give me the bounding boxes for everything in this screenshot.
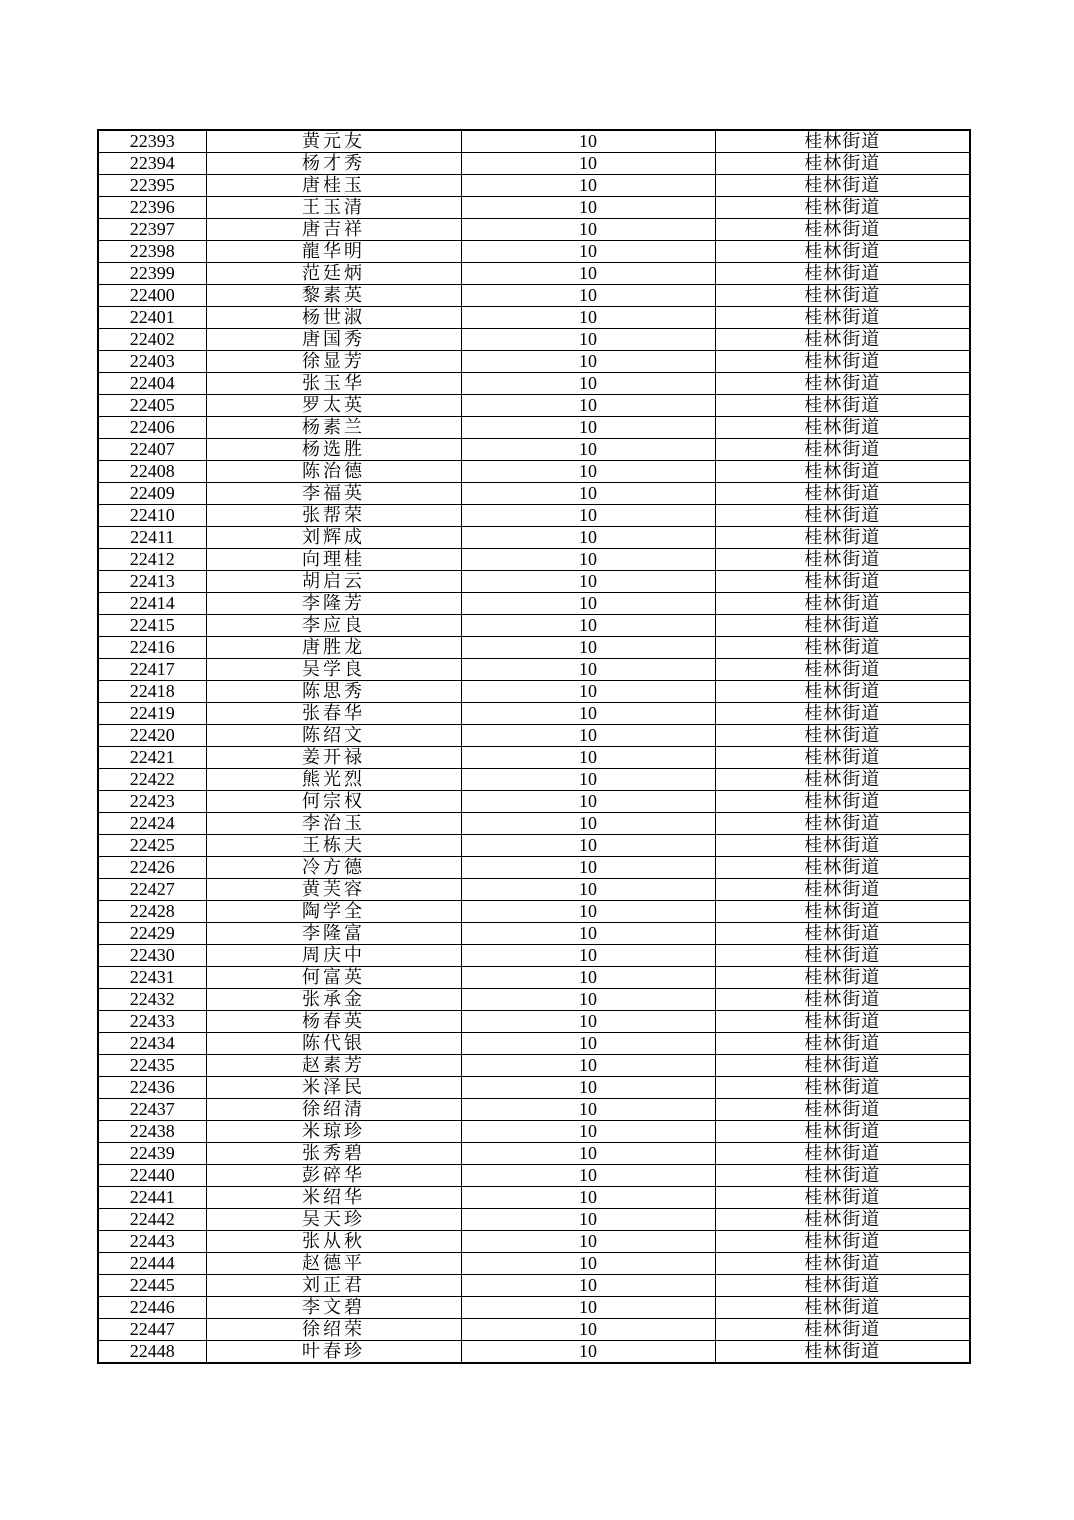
name-cell: 龍华明 — [206, 241, 461, 263]
row-id-cell: 22410 — [98, 505, 206, 527]
amount-cell: 10 — [461, 813, 715, 835]
amount-cell: 10 — [461, 923, 715, 945]
area-cell: 桂林街道 — [715, 263, 970, 285]
name-cell: 陶学全 — [206, 901, 461, 923]
name-cell: 胡启云 — [206, 571, 461, 593]
row-id-cell: 22447 — [98, 1319, 206, 1341]
amount-cell: 10 — [461, 747, 715, 769]
table-row — [98, 130, 970, 153]
row-id-cell: 22423 — [98, 791, 206, 813]
area-cell: 桂林街道 — [715, 769, 970, 791]
table-row — [98, 989, 970, 1011]
name-cell: 赵素芳 — [206, 1055, 461, 1077]
amount-cell: 10 — [461, 1187, 715, 1209]
row-id-cell: 22407 — [98, 439, 206, 461]
table-row — [98, 373, 970, 395]
table-row — [98, 1143, 970, 1165]
row-id-cell: 22398 — [98, 241, 206, 263]
table-row — [98, 923, 970, 945]
amount-cell: 10 — [461, 197, 715, 219]
row-id-cell: 22401 — [98, 307, 206, 329]
name-cell: 黄芙容 — [206, 879, 461, 901]
table-row — [98, 1319, 970, 1341]
amount-cell: 10 — [461, 219, 715, 241]
name-cell: 徐显芳 — [206, 351, 461, 373]
table-row — [98, 1033, 970, 1055]
area-cell: 桂林街道 — [715, 989, 970, 1011]
name-cell: 陈代银 — [206, 1033, 461, 1055]
amount-cell: 10 — [461, 593, 715, 615]
area-cell: 桂林街道 — [715, 945, 970, 967]
amount-cell: 10 — [461, 1121, 715, 1143]
table-row — [98, 1341, 970, 1364]
name-cell: 吴学良 — [206, 659, 461, 681]
table-row — [98, 307, 970, 329]
row-id-cell: 22439 — [98, 1143, 206, 1165]
name-cell: 杨春英 — [206, 1011, 461, 1033]
name-cell: 张春华 — [206, 703, 461, 725]
table-row — [98, 395, 970, 417]
area-cell: 桂林街道 — [715, 505, 970, 527]
amount-cell: 10 — [461, 351, 715, 373]
amount-cell: 10 — [461, 703, 715, 725]
table-body — [98, 130, 970, 1363]
table-row — [98, 461, 970, 483]
amount-cell: 10 — [461, 1319, 715, 1341]
area-cell: 桂林街道 — [715, 285, 970, 307]
row-id-cell: 22411 — [98, 527, 206, 549]
table-row — [98, 263, 970, 285]
area-cell: 桂林街道 — [715, 1297, 970, 1319]
table-row — [98, 1165, 970, 1187]
area-cell: 桂林街道 — [715, 747, 970, 769]
row-id-cell: 22428 — [98, 901, 206, 923]
row-id-cell: 22437 — [98, 1099, 206, 1121]
amount-cell: 10 — [461, 1341, 715, 1364]
name-cell: 陈绍文 — [206, 725, 461, 747]
name-cell: 杨才秀 — [206, 153, 461, 175]
name-cell: 黄元友 — [206, 130, 461, 153]
amount-cell: 10 — [461, 681, 715, 703]
amount-cell: 10 — [461, 130, 715, 153]
area-cell: 桂林街道 — [715, 461, 970, 483]
area-cell: 桂林街道 — [715, 1231, 970, 1253]
amount-cell: 10 — [461, 505, 715, 527]
amount-cell: 10 — [461, 1143, 715, 1165]
name-cell: 王玉清 — [206, 197, 461, 219]
name-cell: 唐吉祥 — [206, 219, 461, 241]
amount-cell: 10 — [461, 835, 715, 857]
amount-cell: 10 — [461, 1231, 715, 1253]
row-id-cell: 22414 — [98, 593, 206, 615]
area-cell: 桂林街道 — [715, 1341, 970, 1364]
table-row — [98, 879, 970, 901]
row-id-cell: 22416 — [98, 637, 206, 659]
table-row — [98, 659, 970, 681]
row-id-cell: 22405 — [98, 395, 206, 417]
table-row — [98, 967, 970, 989]
area-cell: 桂林街道 — [715, 153, 970, 175]
row-id-cell: 22448 — [98, 1341, 206, 1364]
area-cell: 桂林街道 — [715, 593, 970, 615]
table-row — [98, 1077, 970, 1099]
name-cell: 张帮荣 — [206, 505, 461, 527]
area-cell: 桂林街道 — [715, 1187, 970, 1209]
area-cell: 桂林街道 — [715, 439, 970, 461]
name-cell: 赵德平 — [206, 1253, 461, 1275]
row-id-cell: 22432 — [98, 989, 206, 1011]
amount-cell: 10 — [461, 1011, 715, 1033]
table-row — [98, 1275, 970, 1297]
area-cell: 桂林街道 — [715, 417, 970, 439]
area-cell: 桂林街道 — [715, 813, 970, 835]
name-cell: 杨世淑 — [206, 307, 461, 329]
name-cell: 唐国秀 — [206, 329, 461, 351]
name-cell: 徐绍荣 — [206, 1319, 461, 1341]
row-id-cell: 22408 — [98, 461, 206, 483]
name-cell: 李文碧 — [206, 1297, 461, 1319]
area-cell: 桂林街道 — [715, 241, 970, 263]
table-row — [98, 571, 970, 593]
row-id-cell: 22420 — [98, 725, 206, 747]
name-cell: 黎素英 — [206, 285, 461, 307]
name-cell: 李治玉 — [206, 813, 461, 835]
amount-cell: 10 — [461, 329, 715, 351]
table-row — [98, 1121, 970, 1143]
amount-cell: 10 — [461, 659, 715, 681]
data-table — [97, 129, 971, 1364]
table-row — [98, 791, 970, 813]
table-row — [98, 747, 970, 769]
amount-cell: 10 — [461, 1297, 715, 1319]
table-row — [98, 241, 970, 263]
amount-cell: 10 — [461, 175, 715, 197]
row-id-cell: 22418 — [98, 681, 206, 703]
table-row — [98, 1055, 970, 1077]
area-cell: 桂林街道 — [715, 1077, 970, 1099]
row-id-cell: 22402 — [98, 329, 206, 351]
area-cell: 桂林街道 — [715, 395, 970, 417]
amount-cell: 10 — [461, 153, 715, 175]
area-cell: 桂林街道 — [715, 637, 970, 659]
name-cell: 米泽民 — [206, 1077, 461, 1099]
table-row — [98, 813, 970, 835]
area-cell: 桂林街道 — [715, 1165, 970, 1187]
amount-cell: 10 — [461, 1209, 715, 1231]
table-row — [98, 417, 970, 439]
row-id-cell: 22443 — [98, 1231, 206, 1253]
name-cell: 张从秋 — [206, 1231, 461, 1253]
table-row — [98, 857, 970, 879]
amount-cell: 10 — [461, 791, 715, 813]
table-row — [98, 1297, 970, 1319]
area-cell: 桂林街道 — [715, 329, 970, 351]
table-row — [98, 945, 970, 967]
name-cell: 何富英 — [206, 967, 461, 989]
row-id-cell: 22412 — [98, 549, 206, 571]
name-cell: 徐绍清 — [206, 1099, 461, 1121]
table-row — [98, 703, 970, 725]
amount-cell: 10 — [461, 1099, 715, 1121]
amount-cell: 10 — [461, 769, 715, 791]
name-cell: 刘辉成 — [206, 527, 461, 549]
name-cell: 米琼珍 — [206, 1121, 461, 1143]
name-cell: 罗太英 — [206, 395, 461, 417]
area-cell: 桂林街道 — [715, 681, 970, 703]
table-row — [98, 1187, 970, 1209]
amount-cell: 10 — [461, 901, 715, 923]
row-id-cell: 22417 — [98, 659, 206, 681]
amount-cell: 10 — [461, 857, 715, 879]
name-cell: 张承金 — [206, 989, 461, 1011]
area-cell: 桂林街道 — [715, 571, 970, 593]
area-cell: 桂林街道 — [715, 307, 970, 329]
amount-cell: 10 — [461, 439, 715, 461]
table-row — [98, 901, 970, 923]
row-id-cell: 22433 — [98, 1011, 206, 1033]
row-id-cell: 22422 — [98, 769, 206, 791]
table-row — [98, 725, 970, 747]
table-row — [98, 219, 970, 241]
row-id-cell: 22431 — [98, 967, 206, 989]
name-cell: 李隆芳 — [206, 593, 461, 615]
area-cell: 桂林街道 — [715, 703, 970, 725]
row-id-cell: 22393 — [98, 130, 206, 153]
table-row — [98, 681, 970, 703]
area-cell: 桂林街道 — [715, 549, 970, 571]
amount-cell: 10 — [461, 461, 715, 483]
area-cell: 桂林街道 — [715, 130, 970, 153]
name-cell: 唐胜龙 — [206, 637, 461, 659]
row-id-cell: 22409 — [98, 483, 206, 505]
row-id-cell: 22427 — [98, 879, 206, 901]
area-cell: 桂林街道 — [715, 197, 970, 219]
area-cell: 桂林街道 — [715, 175, 970, 197]
area-cell: 桂林街道 — [715, 725, 970, 747]
amount-cell: 10 — [461, 549, 715, 571]
area-cell: 桂林街道 — [715, 835, 970, 857]
row-id-cell: 22444 — [98, 1253, 206, 1275]
amount-cell: 10 — [461, 571, 715, 593]
area-cell: 桂林街道 — [715, 527, 970, 549]
name-cell: 李福英 — [206, 483, 461, 505]
table-row — [98, 835, 970, 857]
amount-cell: 10 — [461, 285, 715, 307]
row-id-cell: 22425 — [98, 835, 206, 857]
amount-cell: 10 — [461, 417, 715, 439]
amount-cell: 10 — [461, 395, 715, 417]
area-cell: 桂林街道 — [715, 219, 970, 241]
table-row — [98, 153, 970, 175]
row-id-cell: 22441 — [98, 1187, 206, 1209]
name-cell: 李应良 — [206, 615, 461, 637]
amount-cell: 10 — [461, 483, 715, 505]
name-cell: 张秀碧 — [206, 1143, 461, 1165]
table-row — [98, 439, 970, 461]
table-row — [98, 1011, 970, 1033]
area-cell: 桂林街道 — [715, 1011, 970, 1033]
name-cell: 彭碎华 — [206, 1165, 461, 1187]
table-row — [98, 175, 970, 197]
name-cell: 冷方德 — [206, 857, 461, 879]
row-id-cell: 22415 — [98, 615, 206, 637]
amount-cell: 10 — [461, 527, 715, 549]
area-cell: 桂林街道 — [715, 857, 970, 879]
table-row — [98, 329, 970, 351]
amount-cell: 10 — [461, 263, 715, 285]
area-cell: 桂林街道 — [715, 791, 970, 813]
row-id-cell: 22434 — [98, 1033, 206, 1055]
area-cell: 桂林街道 — [715, 1253, 970, 1275]
amount-cell: 10 — [461, 241, 715, 263]
row-id-cell: 22438 — [98, 1121, 206, 1143]
area-cell: 桂林街道 — [715, 1319, 970, 1341]
table-row — [98, 285, 970, 307]
amount-cell: 10 — [461, 307, 715, 329]
row-id-cell: 22424 — [98, 813, 206, 835]
area-cell: 桂林街道 — [715, 967, 970, 989]
row-id-cell: 22426 — [98, 857, 206, 879]
area-cell: 桂林街道 — [715, 1121, 970, 1143]
table-row — [98, 637, 970, 659]
name-cell: 米绍华 — [206, 1187, 461, 1209]
name-cell: 何宗权 — [206, 791, 461, 813]
amount-cell: 10 — [461, 989, 715, 1011]
table-row — [98, 1209, 970, 1231]
area-cell: 桂林街道 — [715, 615, 970, 637]
amount-cell: 10 — [461, 1275, 715, 1297]
row-id-cell: 22406 — [98, 417, 206, 439]
name-cell: 刘正君 — [206, 1275, 461, 1297]
row-id-cell: 22442 — [98, 1209, 206, 1231]
table-row — [98, 351, 970, 373]
row-id-cell: 22400 — [98, 285, 206, 307]
amount-cell: 10 — [461, 1055, 715, 1077]
area-cell: 桂林街道 — [715, 483, 970, 505]
area-cell: 桂林街道 — [715, 1275, 970, 1297]
table-row — [98, 505, 970, 527]
row-id-cell: 22436 — [98, 1077, 206, 1099]
table-row — [98, 197, 970, 219]
area-cell: 桂林街道 — [715, 659, 970, 681]
row-id-cell: 22429 — [98, 923, 206, 945]
area-cell: 桂林街道 — [715, 879, 970, 901]
row-id-cell: 22440 — [98, 1165, 206, 1187]
name-cell: 范廷炳 — [206, 263, 461, 285]
amount-cell: 10 — [461, 945, 715, 967]
area-cell: 桂林街道 — [715, 1033, 970, 1055]
area-cell: 桂林街道 — [715, 373, 970, 395]
name-cell: 姜开禄 — [206, 747, 461, 769]
row-id-cell: 22403 — [98, 351, 206, 373]
row-id-cell: 22445 — [98, 1275, 206, 1297]
amount-cell: 10 — [461, 615, 715, 637]
name-cell: 吴天珍 — [206, 1209, 461, 1231]
row-id-cell: 22413 — [98, 571, 206, 593]
name-cell: 张玉华 — [206, 373, 461, 395]
table-row — [98, 1099, 970, 1121]
amount-cell: 10 — [461, 1033, 715, 1055]
amount-cell: 10 — [461, 967, 715, 989]
name-cell: 陈思秀 — [206, 681, 461, 703]
name-cell: 唐桂玉 — [206, 175, 461, 197]
table-row — [98, 549, 970, 571]
table-row — [98, 1253, 970, 1275]
area-cell: 桂林街道 — [715, 1099, 970, 1121]
row-id-cell: 22446 — [98, 1297, 206, 1319]
table-row — [98, 615, 970, 637]
row-id-cell: 22397 — [98, 219, 206, 241]
area-cell: 桂林街道 — [715, 351, 970, 373]
amount-cell: 10 — [461, 879, 715, 901]
table-row — [98, 527, 970, 549]
table-row — [98, 593, 970, 615]
name-cell: 李隆富 — [206, 923, 461, 945]
name-cell: 陈治德 — [206, 461, 461, 483]
table-row — [98, 483, 970, 505]
amount-cell: 10 — [461, 373, 715, 395]
row-id-cell: 22396 — [98, 197, 206, 219]
name-cell: 杨素兰 — [206, 417, 461, 439]
name-cell: 向理桂 — [206, 549, 461, 571]
amount-cell: 10 — [461, 1253, 715, 1275]
name-cell: 杨选胜 — [206, 439, 461, 461]
area-cell: 桂林街道 — [715, 1055, 970, 1077]
row-id-cell: 22395 — [98, 175, 206, 197]
area-cell: 桂林街道 — [715, 1209, 970, 1231]
amount-cell: 10 — [461, 637, 715, 659]
name-cell: 王栋夫 — [206, 835, 461, 857]
row-id-cell: 22419 — [98, 703, 206, 725]
area-cell: 桂林街道 — [715, 1143, 970, 1165]
row-id-cell: 22394 — [98, 153, 206, 175]
row-id-cell: 22430 — [98, 945, 206, 967]
row-id-cell: 22435 — [98, 1055, 206, 1077]
table-row — [98, 1231, 970, 1253]
amount-cell: 10 — [461, 725, 715, 747]
row-id-cell: 22421 — [98, 747, 206, 769]
amount-cell: 10 — [461, 1165, 715, 1187]
area-cell: 桂林街道 — [715, 923, 970, 945]
amount-cell: 10 — [461, 1077, 715, 1099]
table-row — [98, 769, 970, 791]
name-cell: 周庆中 — [206, 945, 461, 967]
row-id-cell: 22399 — [98, 263, 206, 285]
name-cell: 叶春珍 — [206, 1341, 461, 1364]
row-id-cell: 22404 — [98, 373, 206, 395]
name-cell: 熊光烈 — [206, 769, 461, 791]
area-cell: 桂林街道 — [715, 901, 970, 923]
